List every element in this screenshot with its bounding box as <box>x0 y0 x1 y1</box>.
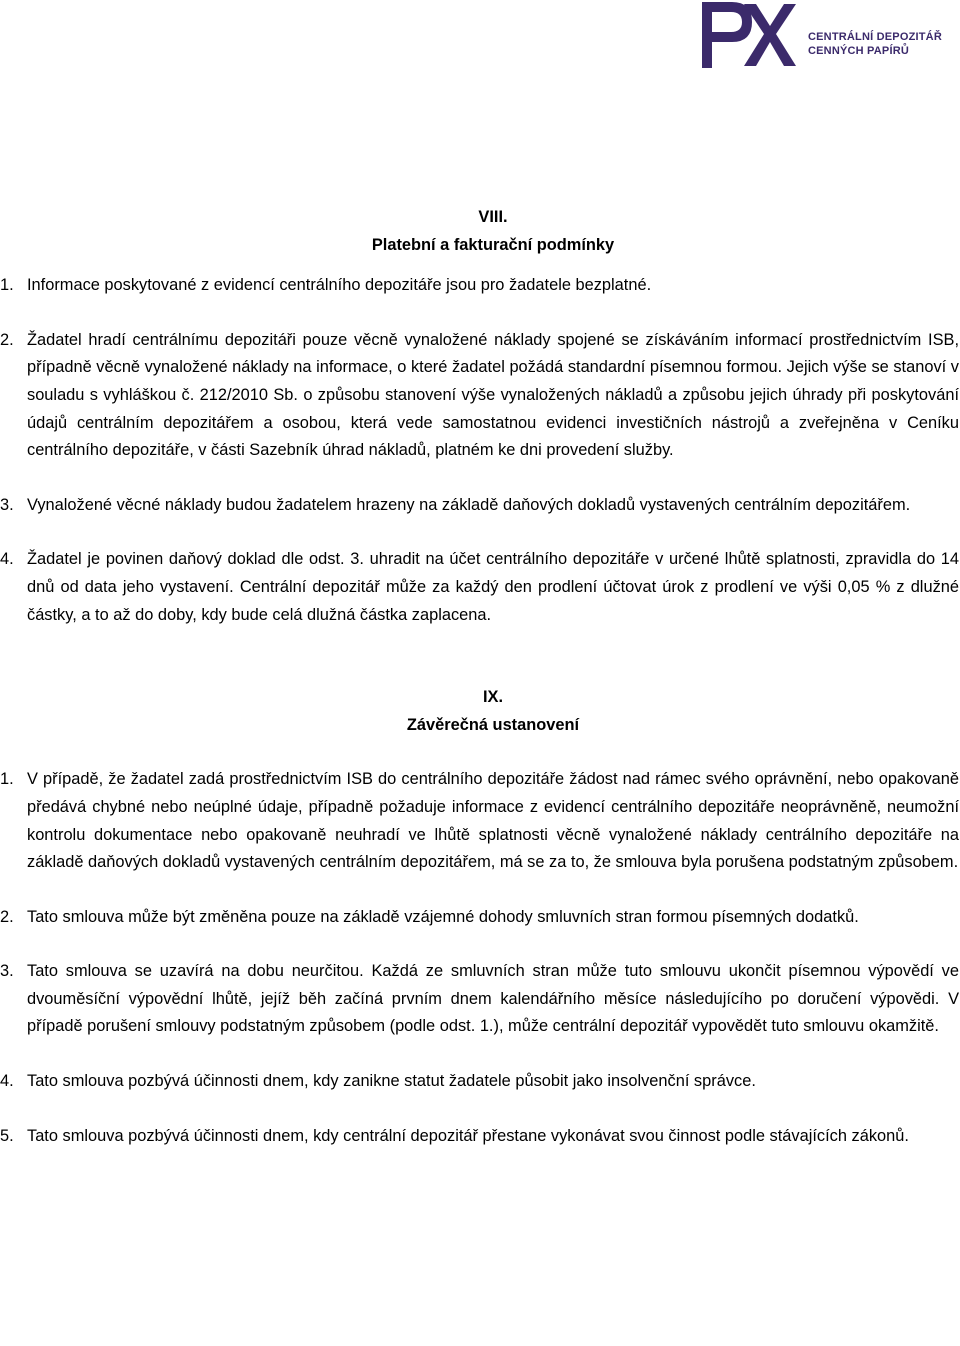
item-number: 3. <box>0 962 14 981</box>
section-8-heading <box>27 204 959 259</box>
item-text: Tato smlouva pozbývá účinnosti dnem, kdy centrální depozitář přestane vykonávat svou činnost podle stávajících zákonů. <box>27 1126 909 1145</box>
section-8-item-2 <box>0 327 959 465</box>
item-text: V případě, že žadatel zadá prostřednictvím ISB do centrálního depozitáře žádost nad rámec svého oprávnění, nebo opakovaně předává chybné nebo neúplné údaje, případně požaduje informace z evidencí centrálního depozitáře neoprávněně, neumožní kontrolu dokumentace nebo opakovaně neuhradí ve lhůtě splatnosti věcně vynaložené náklady centrálního depozitáře na základě daňových dokladů vystavených centrálním depozitářem, má se za to, že smlouva byla porušena podstatným způsobem. <box>27 770 959 872</box>
item-text: Žadatel je povinen daňový doklad dle odst. 3. uhradit na účet centrálního depozitáře v určené lhůtě splatnosti, zpravidla do 14 dnů od data jeho vystavení. Centrální depozitář může za každý den prodlení účtovat úrok z prodlení ve výši 0,05 % z dlužné částky, a to až do doby, kdy bude celá dlužná částka zaplacena. <box>27 550 959 624</box>
section-9-heading <box>27 684 959 739</box>
item-number: 2. <box>0 907 14 926</box>
section-9-item-4 <box>0 1068 959 1096</box>
item-number: 4. <box>0 550 14 569</box>
section-9-item-5 <box>0 1123 959 1151</box>
cdcp-logo <box>698 0 960 72</box>
item-text: Informace poskytované z evidencí centrálního depozitáře jsou pro žadatele bezplatné. <box>27 276 652 295</box>
item-number: 5. <box>0 1126 14 1145</box>
section-9-item-2 <box>0 904 959 932</box>
item-text: Tato smlouva se uzavírá na dobu neurčitou. Každá ze smluvních stran může tuto smlouvu ukončit písemnou výpovědí ve dvouměsíční výpovědní lhůtě, jejíž běh začíná prvním dnem kalendářního měsíce následujícího po doručení výpovědi. V případě porušení smlouvy podstatným způsobem (podle odst. 1.), může centrální depozitář vypovědět tuto smlouvu okamžitě. <box>27 962 959 1036</box>
item-number: 4. <box>0 1072 14 1091</box>
section-8-item-1 <box>0 272 959 300</box>
section-9-item-1 <box>0 766 959 876</box>
item-number: 3. <box>0 495 14 514</box>
logo-wordmark <box>808 30 942 58</box>
section-9-item-3 <box>0 958 959 1041</box>
section-8-item-3 <box>0 492 959 520</box>
logo-line-1: CENTRÁLNÍ DEPOZITÁŘ <box>808 31 942 43</box>
item-text: Žadatel hradí centrálnímu depozitáři pouze věcně vynaložené náklady spojené se získáváním informací prostřednictvím ISB, případně věcně vynaložené náklady na informace, o které žadatel požádá standardní písemnou formou. Jejich výše se stanoví v souladu s vyhláškou č. 212/2010 Sb. o způsobu stanovení výše vynaložených nákladů a způsobu jejich úhrady při poskytování údajů centrálním depozitářem a osobou, která vede samostatnou evidenci investičních nástrojů a zveřejněna v Ceníku centrálního depozitáře, v části Sazebník úhrad nákladů, platném ke dni provedení služby. <box>27 330 959 460</box>
item-text: Tato smlouva může být změněna pouze na základě vzájemné dohody smluvních stran formou písemných dodatků. <box>27 907 859 926</box>
section-8-item-4 <box>0 546 959 629</box>
section-8-number: VIII. <box>478 208 508 226</box>
section-9-number: IX. <box>482 688 504 707</box>
item-number: 1. <box>0 770 14 789</box>
item-number: 1. <box>0 276 14 295</box>
item-number: 2. <box>0 330 14 349</box>
item-text: Vynaložené věcné náklady budou žadatelem hrazeny na základě daňových dokladů vystavených centrálním depozitářem. <box>27 495 911 514</box>
document-body <box>0 204 959 1150</box>
logo-line-2: CENNÝCH PAPÍRŮ <box>808 45 909 57</box>
section-9-title: Závěrečná ustanovení <box>406 715 580 734</box>
cdcp-logo-mark-icon <box>698 0 798 72</box>
item-text: Tato smlouva pozbývá účinnosti dnem, kdy zanikne statut žadatele působit jako insolvenční správce. <box>27 1072 756 1091</box>
section-8-title: Platební a fakturační podmínky <box>371 235 615 254</box>
